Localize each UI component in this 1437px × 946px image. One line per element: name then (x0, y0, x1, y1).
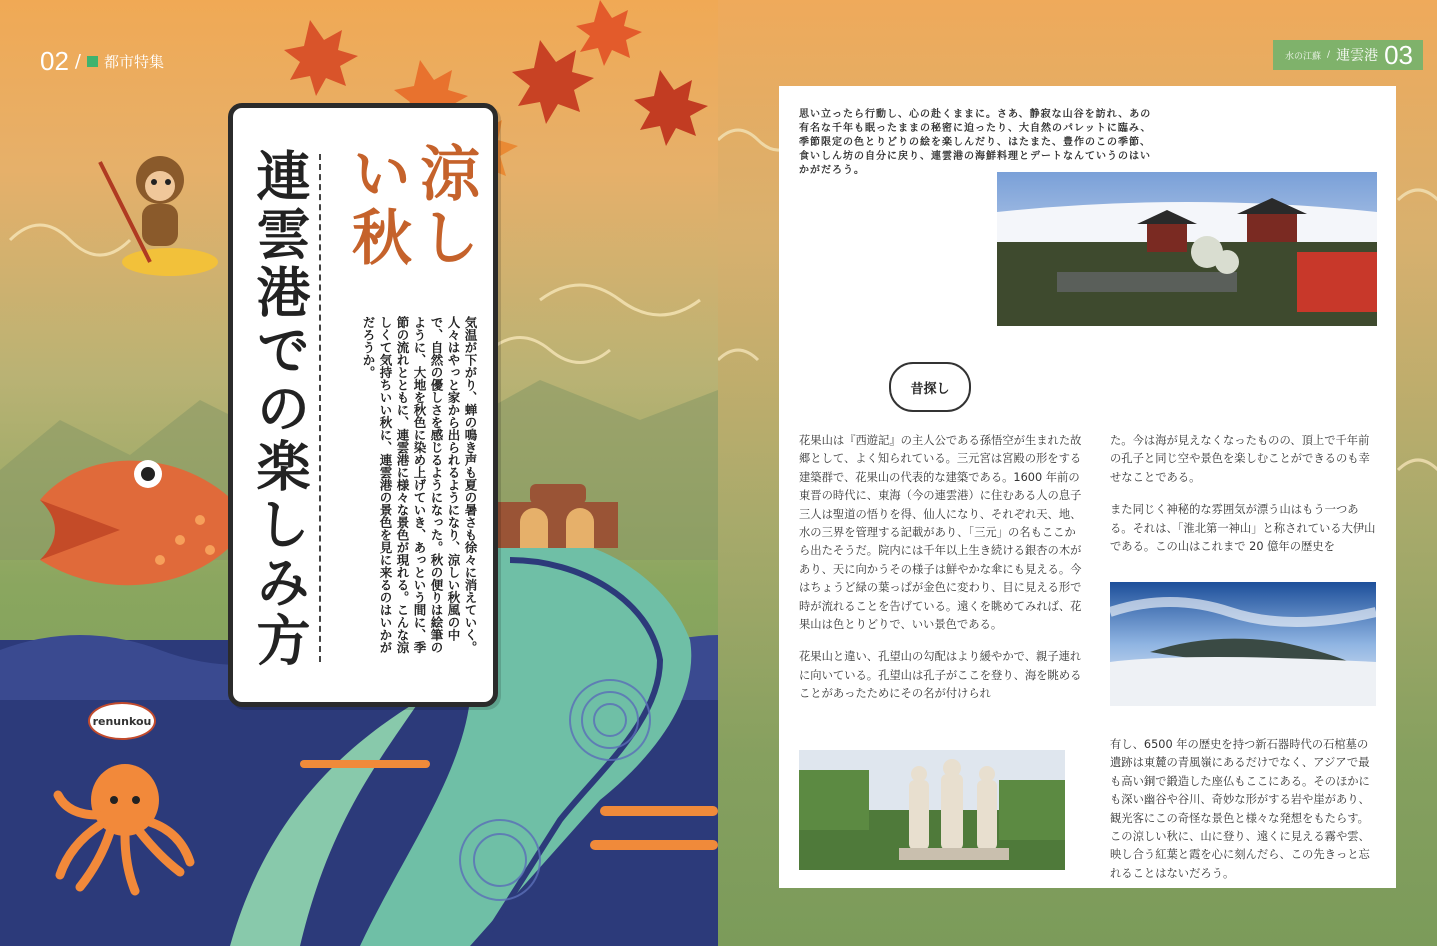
monkey-illustration (100, 156, 218, 276)
dashed-divider (319, 154, 321, 662)
section-marker-icon (87, 56, 98, 67)
separator: / (74, 51, 81, 72)
breadcrumb: 水の江蘇 (1285, 51, 1322, 62)
intro-text: 気温が下がり、蝉の鳴き声も夏の暑さも徐々に消えていく。人々はやっと家から出られるようになり、涼しい秋風の中で、自然の優しさを感じるようになった。秋の便りは絵筆のように、大地を秋色に染め上げていき、あっという間に、季節の流れとともに、連雲港に様々な景色が現れる。こんな涼しくて気持ちいい秋に、連雲港の景色を見に来るのはいかがだろうか。 (361, 316, 478, 654)
text-column-1 (799, 432, 1085, 718)
separator: / (1327, 50, 1331, 60)
sea-of-clouds-photo (1110, 582, 1376, 706)
temple-photo (997, 172, 1377, 326)
lead-paragraph: 思い立ったら行動し、心の赴くままに。さあ、静寂な山谷を訪れ、あの有名な千年も眠ったままの秘密に迫ったり、大自然のパレットに臨み、季節限定の色とりどりの絵を楽しんだり、はたまた、豊作のこの季節、食いしん坊の自分に戻り、連雲港の海鮮料理とデートなんていうのはいかがだろう。 (799, 109, 1152, 176)
section-title: 都市特集 (104, 53, 165, 71)
content-panel (779, 86, 1396, 888)
article-title: 連雲港での楽しみ方 (248, 148, 311, 670)
right-page-header (1273, 40, 1423, 70)
text-column-2-top (1110, 432, 1378, 570)
paragraph: 花果山は『西遊記』の主人公である孫悟空が生まれた故郷として、よく知られている。三元宮は宮殿の形をする建築群で、花果山の代表的な建築である。1600 年前の東晋の時代に、東海（今の連雲港）に住むある人の息子三人は聖道の悟りを得、仙人になり、それぞれ天、地、水の三界を管理する記載があり、「三元」の名もここから出たそうだ。院内には千年以上生き続ける銀杏の木があり、天に向かうその様子は鮮やかな傘にも見える。今はちょうど緑の葉っぱが金色に変わり、目に見える形で時が流れることを告げている。遠くを眺めてみれば、花果山は色とりどりで、いい景色である。 (799, 434, 1082, 632)
paragraph: た。今は海が見えなくなったものの、頂上で千年前の孔子と同じ空や景色を楽しむことができるのも幸せなことである。 (1110, 434, 1370, 484)
text-column-2-bottom (1110, 736, 1378, 897)
left-page (0, 0, 718, 946)
section-title: 連雲港 (1336, 48, 1379, 64)
paragraph: また同じく神秘的な雰囲気が漂う山はもう一つある。それは、「淮北第一神山」と称されている大伊山である。この山はこれまで 20 億年の歴史を (1110, 503, 1376, 554)
right-page-number: 03 (1384, 39, 1413, 70)
paragraph: 有し、6500 年の歴史を持つ新石器時代の石棺墓の遺跡は東麓の青風嶺にあるだけでなく、アジアで最も高い銅で鍛造した座仏もここにある。そのほかにも深い幽谷や谷川、奇妙な形がする岩や崖があり、観光客にこの奇怪な景色と様々な発想をもたらす。この涼しい秋に、山に登り、遠くに見える霧や雲、映し合う紅葉と霞を心に刻んだら、この先きっと忘れることはないだろう。 (1110, 738, 1370, 880)
title-card (228, 103, 498, 707)
statue-photo (799, 750, 1065, 870)
paragraph: 花果山と違い、孔望山の勾配はより緩やかで、親子連れに向いている。孔望山は孔子がここを登り、海を眺めることがあったためにその名が付けられ (799, 650, 1082, 701)
left-page-number: 02 (40, 46, 69, 76)
section-tag: 昔探し (889, 362, 971, 412)
speech-bubble: renunkou (88, 702, 156, 740)
left-page-header (40, 46, 164, 77)
article-subtitle: 涼しい秋 (342, 142, 480, 270)
